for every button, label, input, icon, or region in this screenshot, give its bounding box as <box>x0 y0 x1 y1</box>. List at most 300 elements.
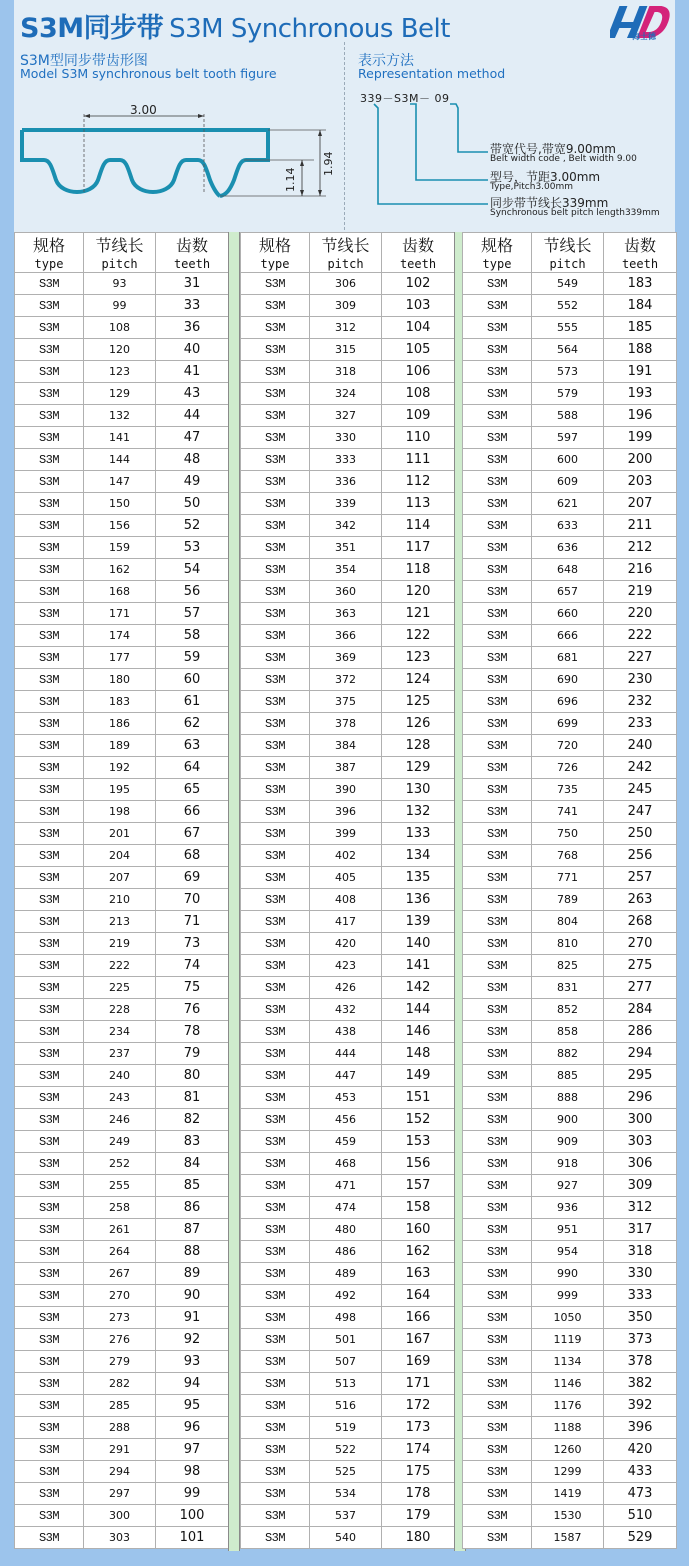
page-title <box>20 6 450 45</box>
cell-type: S3M <box>15 1373 84 1395</box>
col-header-type-cn: 规格 <box>258 235 291 255</box>
cell-pitch: 318 <box>310 361 382 383</box>
table-row <box>241 1527 455 1549</box>
table-row <box>241 1395 455 1417</box>
cell-type: S3M <box>463 691 532 713</box>
cell-pitch: 1050 <box>532 1307 604 1329</box>
table-row <box>241 1505 455 1527</box>
cell-teeth: 74 <box>156 955 229 977</box>
cell-teeth: 275 <box>604 955 677 977</box>
cell-type: S3M <box>241 471 310 493</box>
table-row <box>241 1329 455 1351</box>
cell-teeth: 250 <box>604 823 677 845</box>
cell-teeth: 58 <box>156 625 229 647</box>
cell-teeth: 94 <box>156 1373 229 1395</box>
cell-teeth: 277 <box>604 977 677 999</box>
cell-pitch: 282 <box>84 1373 156 1395</box>
cell-type: S3M <box>241 1307 310 1329</box>
cell-type: S3M <box>241 1109 310 1131</box>
table-row <box>241 1439 455 1461</box>
cell-teeth: 148 <box>382 1043 455 1065</box>
cell-pitch: 1119 <box>532 1329 604 1351</box>
cell-teeth: 130 <box>382 779 455 801</box>
cell-pitch: 156 <box>84 515 156 537</box>
cell-teeth: 88 <box>156 1241 229 1263</box>
table-row <box>463 1241 677 1263</box>
cell-teeth: 263 <box>604 889 677 911</box>
cell-pitch: 354 <box>310 559 382 581</box>
cell-type: S3M <box>241 691 310 713</box>
table-row <box>241 273 455 295</box>
cell-type: S3M <box>463 581 532 603</box>
cell-teeth: 86 <box>156 1197 229 1219</box>
length-desc-cn: 同步带节线长339mm <box>490 196 609 210</box>
cell-type: S3M <box>463 427 532 449</box>
cell-pitch: 324 <box>310 383 382 405</box>
cell-pitch: 927 <box>532 1175 604 1197</box>
table-row <box>15 1307 229 1329</box>
cell-type: S3M <box>15 1197 84 1219</box>
cell-pitch: 597 <box>532 427 604 449</box>
cell-pitch: 123 <box>84 361 156 383</box>
table-row <box>241 471 455 493</box>
table-row <box>463 669 677 691</box>
cell-type: S3M <box>241 1197 310 1219</box>
cell-pitch: 588 <box>532 405 604 427</box>
cell-pitch: 609 <box>532 471 604 493</box>
table-row <box>463 1307 677 1329</box>
cell-teeth: 295 <box>604 1065 677 1087</box>
cell-pitch: 423 <box>310 955 382 977</box>
cell-pitch: 234 <box>84 1021 156 1043</box>
table-row <box>15 449 229 471</box>
cell-teeth: 227 <box>604 647 677 669</box>
cell-teeth: 211 <box>604 515 677 537</box>
cell-pitch: 831 <box>532 977 604 999</box>
cell-teeth: 99 <box>156 1483 229 1505</box>
table-row <box>463 757 677 779</box>
cell-pitch: 288 <box>84 1417 156 1439</box>
cell-pitch: 471 <box>310 1175 382 1197</box>
cell-teeth: 220 <box>604 603 677 625</box>
cell-pitch: 432 <box>310 999 382 1021</box>
cell-teeth: 117 <box>382 537 455 559</box>
cell-teeth: 162 <box>382 1241 455 1263</box>
cell-type: S3M <box>241 1065 310 1087</box>
cell-pitch: 636 <box>532 537 604 559</box>
col-header-type-cn: 规格 <box>480 235 513 255</box>
cell-pitch: 279 <box>84 1351 156 1373</box>
tooth-figure-subtitle-en: Model S3M synchronous belt tooth figure <box>20 66 277 81</box>
cell-teeth: 125 <box>382 691 455 713</box>
cell-teeth: 108 <box>382 383 455 405</box>
cell-teeth: 47 <box>156 427 229 449</box>
cell-type: S3M <box>15 735 84 757</box>
cell-type: S3M <box>463 977 532 999</box>
table-row <box>15 361 229 383</box>
cell-teeth: 303 <box>604 1131 677 1153</box>
cell-type: S3M <box>463 625 532 647</box>
cell-pitch: 579 <box>532 383 604 405</box>
cell-teeth: 52 <box>156 515 229 537</box>
cell-type: S3M <box>463 1241 532 1263</box>
cell-type: S3M <box>15 1329 84 1351</box>
table-row <box>463 1087 677 1109</box>
cell-pitch: 990 <box>532 1263 604 1285</box>
table-row <box>463 647 677 669</box>
cell-teeth: 233 <box>604 713 677 735</box>
cell-pitch: 291 <box>84 1439 156 1461</box>
cell-type: S3M <box>241 493 310 515</box>
table-row <box>15 1263 229 1285</box>
cell-teeth: 118 <box>382 559 455 581</box>
cell-teeth: 175 <box>382 1461 455 1483</box>
cell-teeth: 141 <box>382 955 455 977</box>
table-row <box>15 911 229 933</box>
cell-type: S3M <box>15 625 84 647</box>
cell-pitch: 525 <box>310 1461 382 1483</box>
table-header-row <box>241 233 455 273</box>
table-row <box>241 735 455 757</box>
cell-type: S3M <box>241 559 310 581</box>
cell-pitch: 249 <box>84 1131 156 1153</box>
cell-pitch: 447 <box>310 1065 382 1087</box>
cell-teeth: 60 <box>156 669 229 691</box>
width-code-desc-en: Belt width code , Belt width 9.00 <box>490 154 637 164</box>
cell-type: S3M <box>15 1417 84 1439</box>
table-row <box>15 647 229 669</box>
cell-teeth: 222 <box>604 625 677 647</box>
cell-pitch: 573 <box>532 361 604 383</box>
cell-pitch: 621 <box>532 493 604 515</box>
cell-pitch: 132 <box>84 405 156 427</box>
table-row <box>15 1461 229 1483</box>
tooth-figure-subtitle-cn: S3M型同步带齿形图 <box>20 53 148 69</box>
cell-type: S3M <box>241 1439 310 1461</box>
cell-teeth: 240 <box>604 735 677 757</box>
cell-pitch: 459 <box>310 1131 382 1153</box>
table-row <box>463 1483 677 1505</box>
cell-type: S3M <box>15 823 84 845</box>
table-row <box>15 493 229 515</box>
table-row <box>241 339 455 361</box>
cell-pitch: 270 <box>84 1285 156 1307</box>
cell-type: S3M <box>15 515 84 537</box>
cell-type: S3M <box>241 1087 310 1109</box>
cell-teeth: 113 <box>382 493 455 515</box>
table-row <box>463 845 677 867</box>
cell-type: S3M <box>463 405 532 427</box>
cell-type: S3M <box>463 449 532 471</box>
cell-teeth: 110 <box>382 427 455 449</box>
cell-pitch: 951 <box>532 1219 604 1241</box>
col-header-pitch <box>84 233 156 273</box>
table-row <box>241 911 455 933</box>
cell-type: S3M <box>241 317 310 339</box>
table-row <box>241 1219 455 1241</box>
table-row <box>463 1373 677 1395</box>
table-row <box>241 801 455 823</box>
cell-teeth: 200 <box>604 449 677 471</box>
table-row <box>241 1131 455 1153</box>
table-row <box>463 911 677 933</box>
cell-pitch: 333 <box>310 449 382 471</box>
cell-teeth: 33 <box>156 295 229 317</box>
table-row <box>463 427 677 449</box>
cell-teeth: 317 <box>604 1219 677 1241</box>
cell-teeth: 306 <box>604 1153 677 1175</box>
table-row <box>241 1285 455 1307</box>
cell-teeth: 157 <box>382 1175 455 1197</box>
table-row <box>463 1043 677 1065</box>
title-cn: S3M同步带 <box>20 13 164 44</box>
cell-pitch: 276 <box>84 1329 156 1351</box>
cell-type: S3M <box>463 867 532 889</box>
cell-type: S3M <box>463 1175 532 1197</box>
cell-teeth: 122 <box>382 625 455 647</box>
cell-type: S3M <box>463 493 532 515</box>
table-row <box>463 1175 677 1197</box>
table-row <box>15 1483 229 1505</box>
cell-teeth: 57 <box>156 603 229 625</box>
cell-type: S3M <box>463 515 532 537</box>
cell-teeth: 378 <box>604 1351 677 1373</box>
cell-pitch: 660 <box>532 603 604 625</box>
table-row <box>15 603 229 625</box>
cell-type: S3M <box>241 405 310 427</box>
cell-teeth: 294 <box>604 1043 677 1065</box>
cell-pitch: 936 <box>532 1197 604 1219</box>
cell-type: S3M <box>463 537 532 559</box>
cell-type: S3M <box>241 1285 310 1307</box>
cell-type: S3M <box>15 691 84 713</box>
cell-type: S3M <box>463 845 532 867</box>
table-row <box>241 1461 455 1483</box>
table-row <box>15 1527 229 1549</box>
cell-type: S3M <box>241 603 310 625</box>
table-row <box>463 449 677 471</box>
cell-type: S3M <box>463 1153 532 1175</box>
cell-type: S3M <box>15 1351 84 1373</box>
table-row <box>15 999 229 1021</box>
cell-teeth: 268 <box>604 911 677 933</box>
table-row <box>241 427 455 449</box>
cell-pitch: 336 <box>310 471 382 493</box>
cell-type: S3M <box>241 1153 310 1175</box>
cell-teeth: 212 <box>604 537 677 559</box>
cell-type: S3M <box>241 889 310 911</box>
cell-type: S3M <box>15 713 84 735</box>
cell-teeth: 109 <box>382 405 455 427</box>
cell-teeth: 44 <box>156 405 229 427</box>
cell-teeth: 247 <box>604 801 677 823</box>
cell-type: S3M <box>241 1131 310 1153</box>
cell-type: S3M <box>463 757 532 779</box>
cell-type: S3M <box>241 1417 310 1439</box>
cell-teeth: 286 <box>604 1021 677 1043</box>
cell-type: S3M <box>241 273 310 295</box>
cell-pitch: 300 <box>84 1505 156 1527</box>
cell-pitch: 330 <box>310 427 382 449</box>
cell-type: S3M <box>463 801 532 823</box>
table-row <box>241 449 455 471</box>
cell-teeth: 219 <box>604 581 677 603</box>
cell-pitch: 99 <box>84 295 156 317</box>
cell-teeth: 207 <box>604 493 677 515</box>
cell-pitch: 825 <box>532 955 604 977</box>
cell-type: S3M <box>241 1483 310 1505</box>
table-row <box>463 1417 677 1439</box>
table-row <box>463 1021 677 1043</box>
table-row <box>241 823 455 845</box>
cell-teeth: 149 <box>382 1065 455 1087</box>
cell-type: S3M <box>463 1131 532 1153</box>
cell-teeth: 174 <box>382 1439 455 1461</box>
table-row <box>463 1065 677 1087</box>
table-row <box>15 471 229 493</box>
table-row <box>241 1307 455 1329</box>
cell-teeth: 257 <box>604 867 677 889</box>
cell-pitch: 213 <box>84 911 156 933</box>
table-row <box>463 713 677 735</box>
table-row <box>241 493 455 515</box>
cell-teeth: 56 <box>156 581 229 603</box>
cell-type: S3M <box>241 999 310 1021</box>
cell-type: S3M <box>463 713 532 735</box>
cell-type: S3M <box>463 471 532 493</box>
table-row <box>241 669 455 691</box>
col-header-pitch <box>310 233 382 273</box>
cell-teeth: 31 <box>156 273 229 295</box>
cell-type: S3M <box>241 735 310 757</box>
cell-teeth: 163 <box>382 1263 455 1285</box>
table-row <box>463 999 677 1021</box>
cell-teeth: 80 <box>156 1065 229 1087</box>
cell-type: S3M <box>15 999 84 1021</box>
col-header-pitch-cn: 节线长 <box>321 235 370 255</box>
cell-type: S3M <box>463 339 532 361</box>
cell-pitch: 657 <box>532 581 604 603</box>
table-row <box>15 933 229 955</box>
cell-teeth: 41 <box>156 361 229 383</box>
cell-teeth: 48 <box>156 449 229 471</box>
table-row <box>241 1087 455 1109</box>
cell-type: S3M <box>241 757 310 779</box>
type-desc-en: Type,Pitch3.00mm <box>490 182 574 192</box>
col-header-teeth-cn: 齿数 <box>401 235 434 255</box>
cell-teeth: 68 <box>156 845 229 867</box>
cell-pitch: 666 <box>532 625 604 647</box>
cell-pitch: 534 <box>310 1483 382 1505</box>
cell-type: S3M <box>241 1351 310 1373</box>
cell-type: S3M <box>15 1065 84 1087</box>
cell-teeth: 101 <box>156 1527 229 1549</box>
cell-pitch: 264 <box>84 1241 156 1263</box>
cell-pitch: 882 <box>532 1043 604 1065</box>
cell-pitch: 303 <box>84 1527 156 1549</box>
table-row <box>463 273 677 295</box>
table-row <box>15 1241 229 1263</box>
cell-pitch: 1260 <box>532 1439 604 1461</box>
cell-teeth: 270 <box>604 933 677 955</box>
table-row <box>463 493 677 515</box>
cell-type: S3M <box>463 1263 532 1285</box>
cell-pitch: 540 <box>310 1527 382 1549</box>
cell-type: S3M <box>15 1175 84 1197</box>
col-header-teeth-cn: 齿数 <box>175 235 208 255</box>
col-header-teeth <box>382 233 455 273</box>
cell-type: S3M <box>463 1505 532 1527</box>
cell-teeth: 66 <box>156 801 229 823</box>
cell-pitch: 522 <box>310 1439 382 1461</box>
cell-teeth: 142 <box>382 977 455 999</box>
cell-type: S3M <box>241 779 310 801</box>
cell-type: S3M <box>241 295 310 317</box>
cell-type: S3M <box>463 1417 532 1439</box>
table-row <box>15 823 229 845</box>
table-row <box>15 1175 229 1197</box>
cell-teeth: 256 <box>604 845 677 867</box>
table-row <box>463 339 677 361</box>
belt-spec-table-1 <box>14 232 229 1549</box>
cell-teeth: 156 <box>382 1153 455 1175</box>
cell-type: S3M <box>15 669 84 691</box>
cell-teeth: 164 <box>382 1285 455 1307</box>
col-header-teeth <box>156 233 229 273</box>
cell-pitch: 771 <box>532 867 604 889</box>
table-row <box>241 405 455 427</box>
cell-pitch: 189 <box>84 735 156 757</box>
cell-type: S3M <box>241 977 310 999</box>
cell-teeth: 75 <box>156 977 229 999</box>
table-row <box>241 537 455 559</box>
cell-teeth: 373 <box>604 1329 677 1351</box>
cell-pitch: 108 <box>84 317 156 339</box>
cell-pitch: 426 <box>310 977 382 999</box>
cell-teeth: 62 <box>156 713 229 735</box>
cell-pitch: 339 <box>310 493 382 515</box>
cell-teeth: 96 <box>156 1417 229 1439</box>
cell-teeth: 433 <box>604 1461 677 1483</box>
cell-pitch: 909 <box>532 1131 604 1153</box>
table-row <box>463 515 677 537</box>
cell-pitch: 255 <box>84 1175 156 1197</box>
cell-teeth: 71 <box>156 911 229 933</box>
cell-type: S3M <box>15 757 84 779</box>
table-row <box>15 383 229 405</box>
cell-type: S3M <box>15 867 84 889</box>
cell-pitch: 489 <box>310 1263 382 1285</box>
cell-pitch: 309 <box>310 295 382 317</box>
cell-teeth: 133 <box>382 823 455 845</box>
cell-pitch: 1134 <box>532 1351 604 1373</box>
length-desc-en: Synchronous belt pitch length339mm <box>490 208 660 218</box>
table-row <box>241 295 455 317</box>
cell-pitch: 696 <box>532 691 604 713</box>
cell-type: S3M <box>463 1395 532 1417</box>
cell-teeth: 114 <box>382 515 455 537</box>
table-row <box>15 427 229 449</box>
table-row <box>241 361 455 383</box>
table-row <box>241 1043 455 1065</box>
col-header-pitch-en: pitch <box>549 256 586 271</box>
table-row <box>241 1263 455 1285</box>
cell-type: S3M <box>241 647 310 669</box>
table-row <box>15 691 229 713</box>
cell-teeth: 132 <box>382 801 455 823</box>
cell-type: S3M <box>15 1483 84 1505</box>
col-header-teeth-en: teeth <box>399 256 437 271</box>
